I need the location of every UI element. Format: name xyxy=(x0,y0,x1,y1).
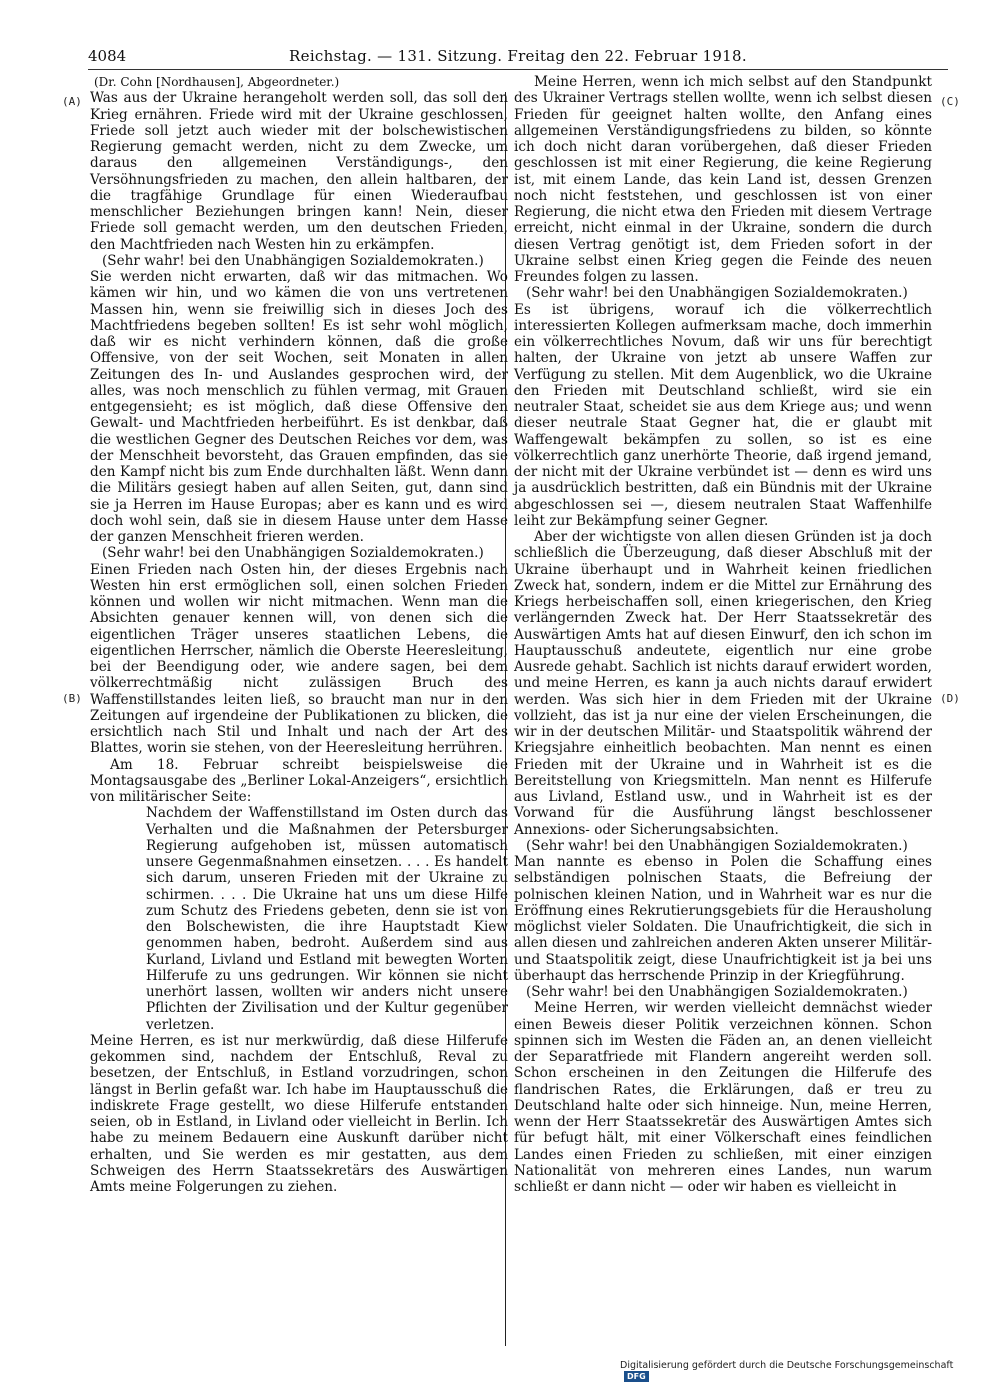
margin-mark-b: (B) xyxy=(62,692,82,705)
paragraph: Meine Herren, wenn ich mich selbst auf den Standpunkt des Ukrainer Vertrags stellen wollte, wenn ich selbst diesen Frieden für geeignet halten wollte, den Anfang eines allgemeinen Verständigungsfriedens zu bilden, so könnte ich doch nicht daran vorübergehen, daß dieser Frieden geschlossen ist mit einer Regierung, die keine Regierung ist, mit einem Lande, das kein Land ist, dessen Grenzen noch nicht feststehen, und geschlossen ist von einer Regierung, die nicht etwa den Frieden mit diesem Vertrage erreicht, nicht einmal in der Ukraine, sondern die durch diesen Vertrag genötigt ist, dem Frieden sofort in der Ukraine selbst einen Krieg gegen die Feinde des neuen Freundes folgen zu lassen. xyxy=(514,74,932,285)
paragraph: Man nannte es ebenso in Polen die Schaffung eines selbständigen polnischen Staats, die Befreiung der polnischen kleinen Nation, und in Wahrheit war es nur die Eröffnung eines Rekrutierungsgebiets für die Herausholung möglichst vieler Soldaten. Die Unaufrichtigkeit, die sich in allen diesen und zahlreichen anderen Akten unserer Militär- und Staatspolitik zeigt, diese Unaufrichtigkeit ist ja bei uns überhaupt das herrschende Prinzip in der Kriegführung. xyxy=(514,854,932,984)
margin-mark-a: (A) xyxy=(62,95,82,108)
applause-note: (Sehr wahr! bei den Unabhängigen Sozialdemokraten.) xyxy=(526,984,908,1000)
margin-mark-d: (D) xyxy=(940,692,960,705)
paragraph: Meine Herren, wir werden vielleicht demnächst wieder einen Beweis dieser Politik verzeichnen können. Schon spinnen sich im Westen die Fäden an, an denen vielleicht der Separatfriede mit Flandern angereiht werden soll. Schon erscheinen in den Zeitungen die Hilferufe des flandrischen Rates, die Erklärungen, daß er treu zu Deutschland halte oder sich hinneige. Nun, meine Herren, wenn der Herr Staatssekretär des Auswärtigen Amtes sich für befugt hält, mit einer Völkerschaft eines feindlichen Landes einen Frieden zu schließen, mit einer einzigen Nationalität von mehreren eines Landes, nun warum schließt er dann nicht — oder wir haben es vielleicht in xyxy=(514,1000,932,1195)
running-title: Reichstag. — 131. Sitzung. Freitag den 22. Februar 1918. xyxy=(289,47,747,65)
applause-note: (Sehr wahr! bei den Unabhängigen Sozialdemokraten.) xyxy=(526,285,908,302)
running-header xyxy=(88,47,948,70)
paragraph: Was aus der Ukraine herangeholt werden soll, das soll den Krieg ernähren. Friede wird mit der Ukraine geschlossen, Friede soll jetzt auch wieder mit der bolschewistischen Regierung gemacht werden, nicht zu dem Zwecke, um daraus den allgemeinen Verständigungs-, den Versöhnungsfrieden zu machen, den allein haltbaren, der die tragfähige Grundlage für einen Wiederaufbau menschlicher Beziehungen bringen kann! Nein, dieser Friede soll gemacht werden, um den deutschen Frieden, den Machtfrieden nach Westen hin zu erkämpfen. xyxy=(90,90,508,253)
paragraph: Meine Herren, es ist nur merkwürdig, daß diese Hilferufe gekommen sind, nachdem der Entschluß, Reval zu besetzen, der Entschluß, in Estland vorzudringen, schon längst in Berlin gefaßt war. Ich habe im Hauptausschuß die indiskrete Frage gestellt, wo diese Hilferufe entstanden seien, ob in Estland, in Livland oder vielleicht in Berlin. Ich habe zu meinem Bedauern eine Auskunft darüber nicht erhalten, und Sie werden es mir gestatten, aus dem Schweigen des Herrn Staatssekretärs des Auswärtigen Amts meine Folgerungen zu ziehen. xyxy=(90,1032,508,1195)
paragraph: Es ist übrigens, worauf ich die völkerrechtlich interessierten Kollegen aufmerksam mache, doch immerhin ein völkerrechtliches Novum, daß wir uns für berechtigt halten, der Ukraine von jetzt ab unsere Waffen zur Verfügung zu stellen. Mit dem Augenblick, wo die Ukraine den Frieden mit Deutschland schließt, wird sie ein neutraler Staat, scheidet sie aus dem Kriege aus; und wenn dieser neutrale Staat Gegner hat, die er glaubt mit Waffengewalt bekämpfen zu sollen, so ist es eine völkerrechtlich ganz unerhörte Theorie, daß irgend jemand, der nicht mit der Ukraine verbündet ist — denn es wird uns ja ausdrücklich bestritten, daß ein Bündnis mit der Ukraine abgeschlossen sei —, diesem neutralen Staat Waffenhilfe leiht zur Bekämpfung seiner Gegner. xyxy=(514,301,932,529)
page-number: 4084 xyxy=(88,47,127,65)
funding-note: Digitalisierung gefördert durch die Deutsche Forschungsgemeinschaft xyxy=(620,1360,954,1371)
newspaper-quote: Nachdem der Waffenstillstand im Osten durch das Verhalten und die Maßnahmen der Petersburger Regierung aufgehoben ist, müssen automatisch unsere Gegenmaßnahmen einsetzen. . . . Es handelt sich darum, unseren Frieden mit der Ukraine zu schirmen. . . . Die Ukraine hat uns um diese Hilfe zum Schutz des Friedens gebeten, denn sie ist von den Bolschewisten, die ihre Hauptstadt Kiew genommen haben, bedroht. Außerdem sind aus Kurland, Livland und Estland mit bewegten Worten Hilferufe zu uns gedrungen. Wir können sie nicht unerhört lassen, wollten wir anders nicht unsere Pflichten der Zivilisation und der Kultur gegenüber verletzen. xyxy=(146,805,508,1033)
right-column xyxy=(514,74,932,1334)
paragraph: Einen Frieden nach Osten hin, der dieses Ergebnis nach Westen hin erst ermöglichen soll, einen solchen Frieden können und wollen wir nicht mitmachen. Wenn man die Absichten genauer kennen will, von denen sich die eigentlichen Träger unseres staatlichen Lebens, die eigentlichen Herrscher, nämlich die Oberste Heeresleitung, bei der Beendigung oder, wie andere sagen, bei dem völkerrechtmäßig nicht zulässigen Bruch des Waffenstillstandes leiten ließ, so braucht man nur in den Zeitungen auf irgendeine der Publikationen zu blicken, die ersichtlich nach Stil und Inhalt und nach der Art des Blattes, worin sie stehen, von der Heeresleitung herrühren. xyxy=(90,561,508,757)
paragraph: Am 18. Februar schreibt beispielsweise die Montagsausgabe des „Berliner Lokal-Anzeigers“, ersichtlich von militärischer Seite: xyxy=(90,756,508,805)
funding-footer xyxy=(620,1360,975,1381)
paragraph: Aber der wichtigste von allen diesen Gründen ist ja doch schließlich die Überzeugung, daß dieser Abschluß mit der Ukraine überhaupt und in Wahrheit keinen friedlichen Zweck hat, sondern, indem er die Mittel zur Ernährung des Kriegs herbeischaffen soll, einen kriegerischen, den Krieg verlängernden Zweck hat. Der Herr Staatssekretär des Auswärtigen Amts hat auf diesen Einwurf, den ich schon im Hauptausschuß andeutete, eigentlich nur eine grobe Ausrede gehabt. Sachlich ist nichts darauf erwidert worden, und meine Herren, es kann ja auch nichts darauf erwidert werden. Was sich hier in dem Frieden mit der Ukraine vollzieht, das ist ja nur eine der vielen Erscheinungen, die wir in der deutschen Militär- und Staatspolitik während der Kriegsjahre einheitlich beobachten. Man nennt es einen Frieden mit der Ukraine und in Wahrheit ist es die Bereitstellung von Kriegsmitteln. Man nennt es Hilferufe aus Livland, Estland usw., und in Wahrheit ist es der Vorwand für die Ausführung längst beschlossener Annexions- oder Sicherungsabsichten. xyxy=(514,529,932,838)
applause-note: (Sehr wahr! bei den Unabhängigen Sozialdemokraten.) xyxy=(102,545,484,562)
left-column xyxy=(90,74,508,1334)
dfg-logo: DFG xyxy=(624,1371,649,1382)
margin-mark-c: (C) xyxy=(940,95,960,108)
speaker-attribution: (Dr. Cohn [Nordhausen], Abgeordneter.) xyxy=(94,75,340,89)
applause-note: (Sehr wahr! bei den Unabhängigen Sozialdemokraten.) xyxy=(102,252,484,269)
paragraph: Sie werden nicht erwarten, daß wir das mitmachen. Wo kämen wir hin, und wo kämen die von uns vertretenen Massen hin, wenn sie freiwillig sich in dieses Joch des Machtfriedens begeben sollten! Es ist sehr wohl möglich, daß wir es nicht verhindern können, daß die große Offensive, von der seit Wochen, seit Monaten in allen Zeitungen des In- und Auslandes gesprochen wird, der alles, was noch menschlich zu fühlen vermag, mit Grauen entgegensieht; es ist möglich, daß diese Offensive den Gewalt- und Machtfrieden herbeiführt. Es ist denkbar, daß die westlichen Gegner des Deutschen Reiches vor dem, was der Menschheit bevorsteht, das Grauen empfinden, das sie den Kampf nicht bis zum Ende durchhalten läßt. Wenn dann die Militärs gesiegt haben auf allen Seiten, gut, dann sind sie ja Herren im Hause Europas; aber es kann und es wird doch wohl sein, daß sie in diesem Hause unter dem Hasse der ganzen Menschheit frieren werden. xyxy=(90,269,508,545)
applause-note: (Sehr wahr! bei den Unabhängigen Sozialdemokraten.) xyxy=(526,837,908,854)
